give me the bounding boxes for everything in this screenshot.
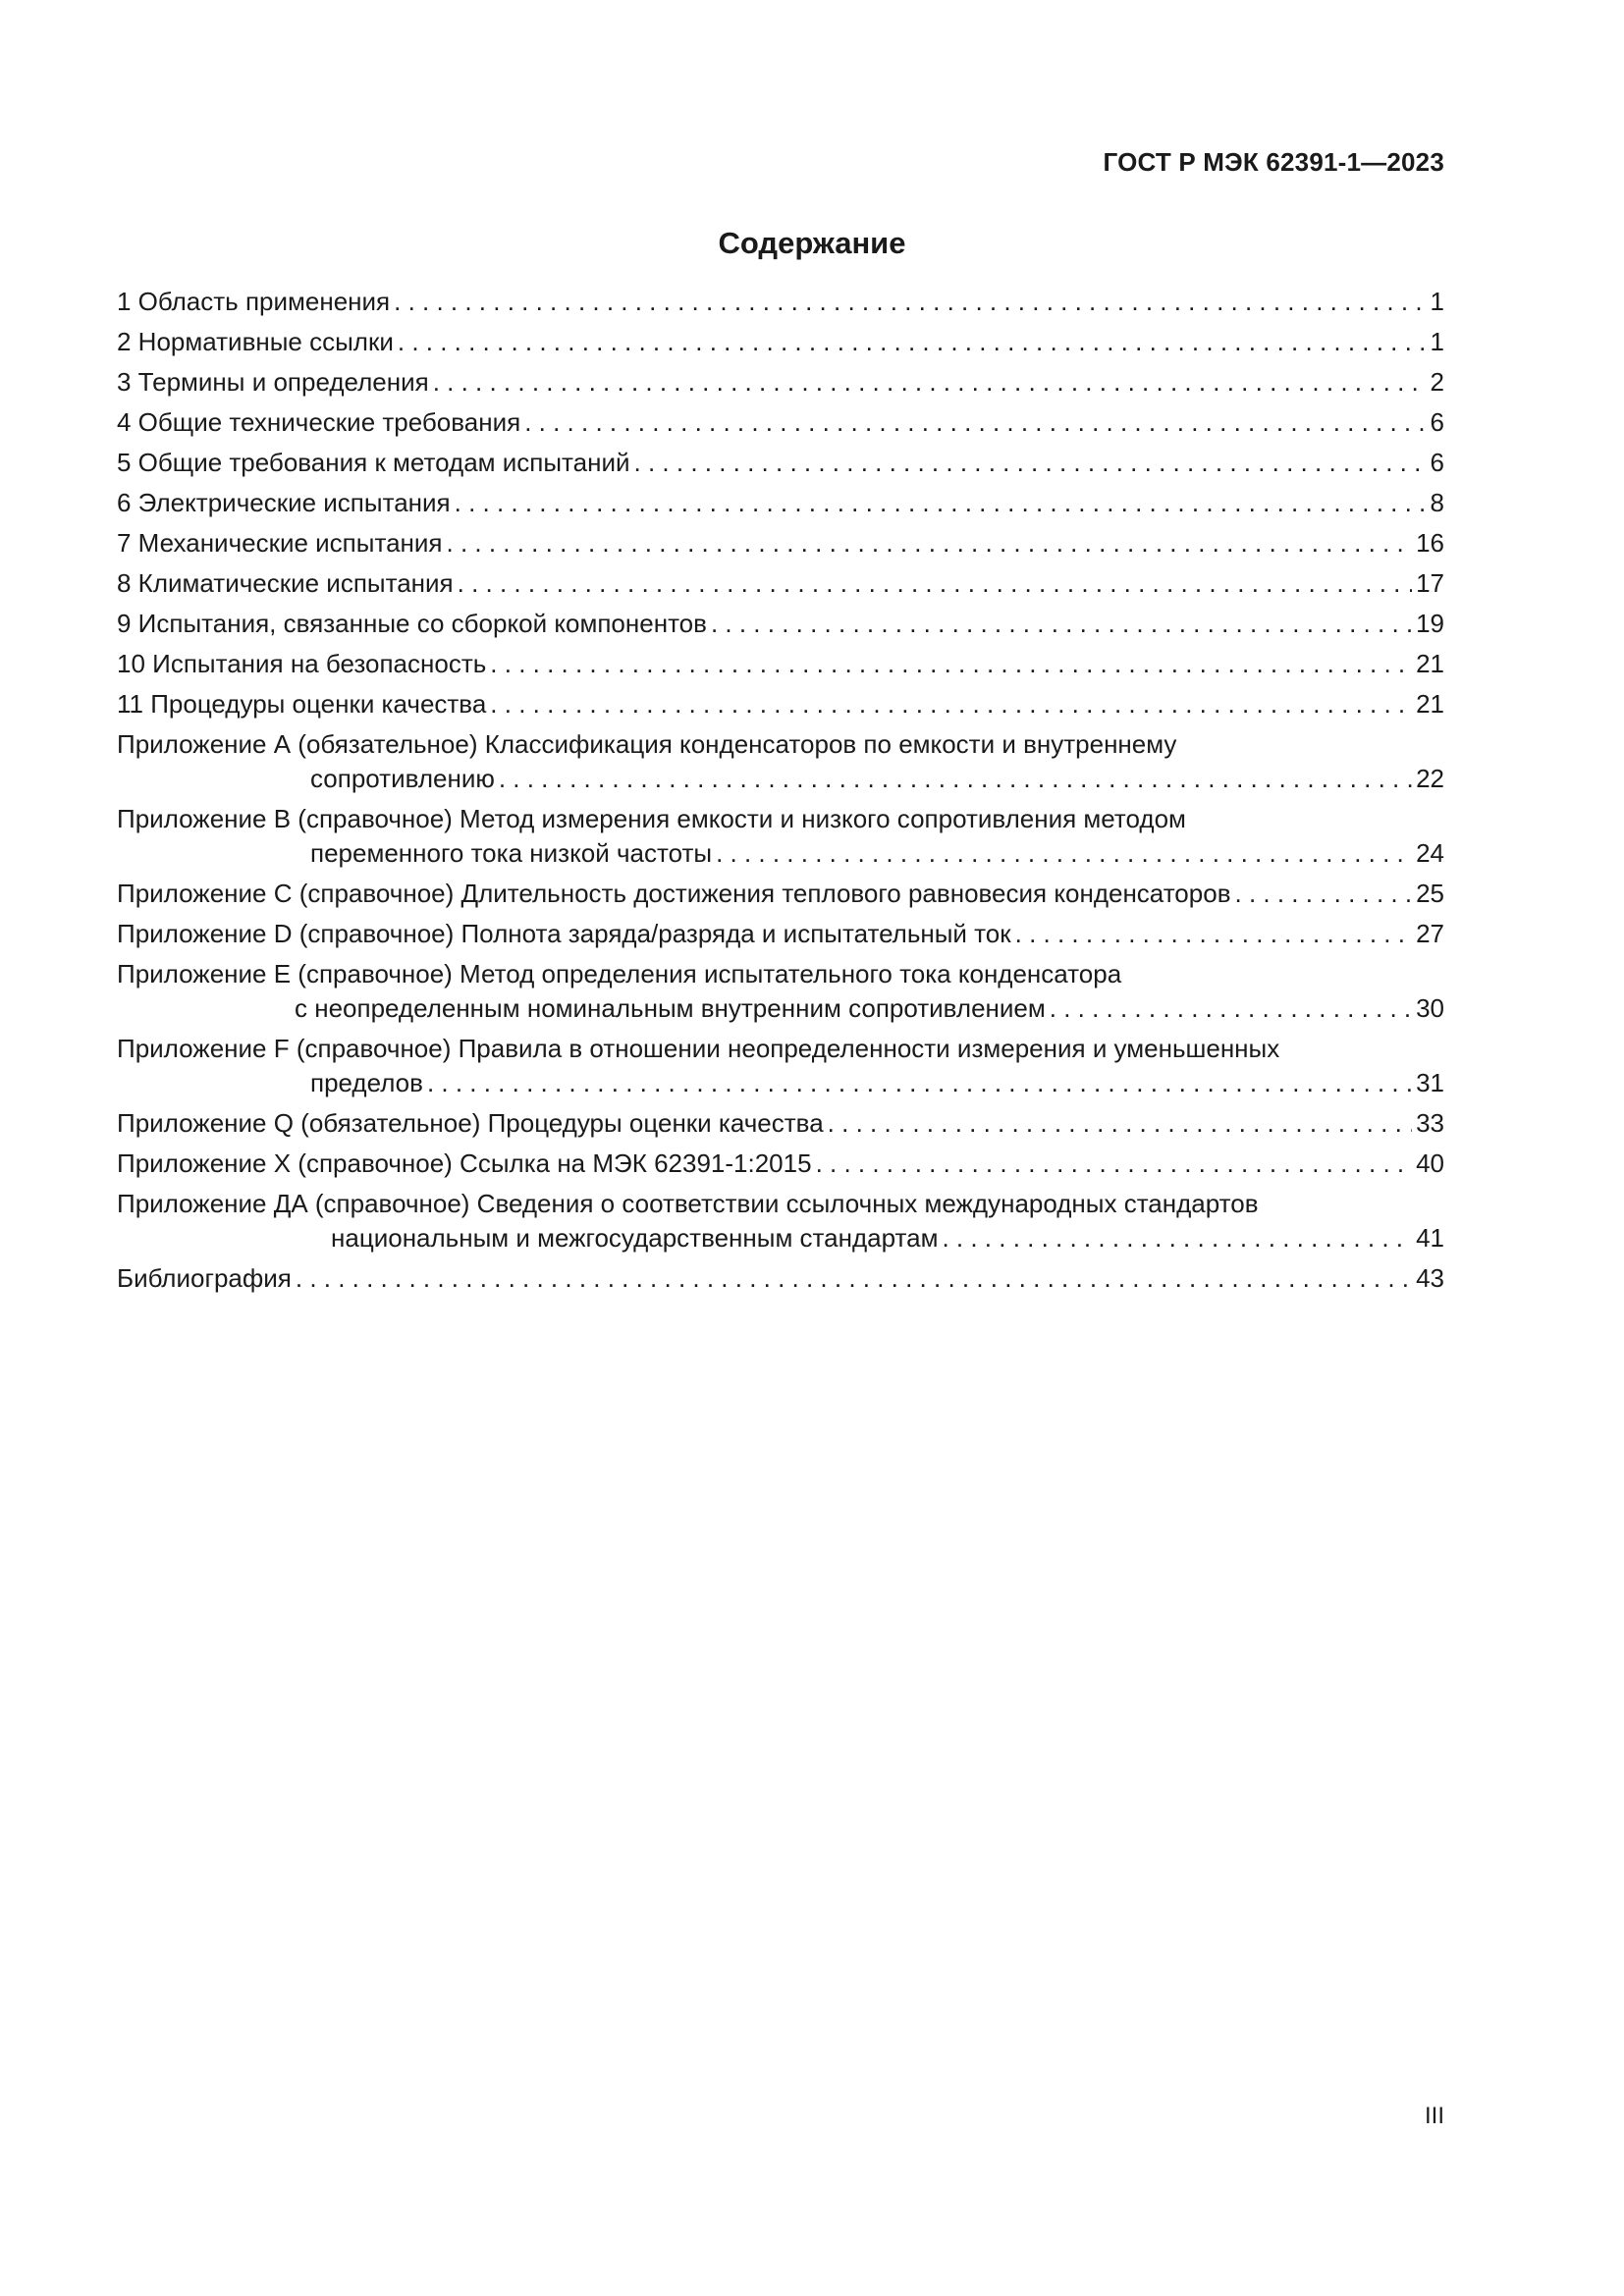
toc-entry-line: [117, 917, 1444, 951]
toc-entry-title: Библиография: [117, 1263, 292, 1293]
toc-entry-page-number: 24: [1416, 838, 1444, 868]
toc-entry-page-number: 22: [1416, 764, 1444, 793]
toc-entry-page-number: 8: [1430, 488, 1444, 517]
toc-leader-dots: [816, 1147, 1413, 1181]
toc-entry-line: [117, 877, 1444, 911]
toc-entry[interactable]: [117, 957, 1444, 1026]
toc-entry-line: [117, 1147, 1444, 1181]
toc-entry-line: [117, 1261, 1444, 1296]
toc-entry[interactable]: [117, 1261, 1444, 1296]
toc-entry-title: Приложение Q (обязательное) Процедуры оценки качества: [117, 1108, 824, 1138]
toc-entry-title: Приложение С (справочное) Длительность достижения теплового равновесия конденсаторов: [117, 879, 1231, 908]
toc-entry-line: [117, 647, 1444, 681]
toc-entry[interactable]: [117, 877, 1444, 911]
toc-entry-page-number: 25: [1416, 879, 1444, 908]
toc-entry-page-number: 1: [1430, 327, 1444, 356]
toc-entry-title: 11 Процедуры оценки качества: [117, 689, 487, 719]
toc-entry-page-number: 6: [1430, 407, 1444, 437]
toc-leader-dots: [447, 526, 1413, 561]
toc-entry[interactable]: [117, 325, 1444, 359]
toc-leader-dots: [490, 647, 1412, 681]
toc-entry[interactable]: [117, 802, 1444, 871]
toc-leader-dots: [1050, 991, 1412, 1026]
page-number: III: [1424, 2103, 1444, 2129]
toc-entry-line: [117, 1221, 1444, 1255]
toc-leader-dots: [499, 762, 1412, 796]
toc-entry-page-number: 41: [1416, 1223, 1444, 1253]
toc-entry-page-number: 17: [1416, 568, 1444, 598]
toc-entry-line: [117, 607, 1444, 641]
toc-leader-dots: [433, 365, 1427, 400]
toc-entry-title: 9 Испытания, связанные со сборкой компонентов: [117, 609, 707, 638]
toc-entry-title: 7 Механические испытания: [117, 528, 443, 558]
toc-leader-dots: [394, 285, 1426, 319]
toc-leader-dots: [490, 687, 1412, 721]
toc-entry[interactable]: [117, 647, 1444, 681]
toc-leader-dots: [634, 446, 1427, 480]
toc-entry[interactable]: [117, 687, 1444, 721]
toc-entry-title: Приложение D (справочное) Полнота заряда/разряда и испытательный ток: [117, 919, 1011, 948]
toc-leader-dots: [1235, 877, 1413, 911]
toc-leader-dots: [455, 486, 1427, 520]
toc-entry[interactable]: [117, 607, 1444, 641]
toc-entry-heading-line: Приложение Е (справочное) Метод определения испытательного тока конденсатора: [117, 959, 1122, 988]
toc-entry-title: 4 Общие технические требования: [117, 407, 521, 437]
toc-entry[interactable]: [117, 566, 1444, 601]
toc-entry-title: переменного тока низкой частоты: [310, 838, 713, 868]
toc-leader-dots: [711, 607, 1412, 641]
toc-entry-page-number: 43: [1416, 1263, 1444, 1293]
toc-entry-line: [117, 365, 1444, 400]
toc-entry-title: 3 Термины и определения: [117, 367, 429, 397]
toc-leader-dots: [296, 1261, 1412, 1296]
toc-leader-dots: [427, 1066, 1412, 1100]
toc-entry-page-number: 30: [1416, 993, 1444, 1023]
toc-entry-line: [117, 486, 1444, 520]
toc-entry[interactable]: [117, 405, 1444, 440]
toc-entry-line: [117, 566, 1444, 601]
toc-entry[interactable]: [117, 285, 1444, 319]
toc-entry-heading-line: Приложение ДА (справочное) Сведения о соответствии ссылочных международных стандартов: [117, 1189, 1259, 1218]
toc-entry-line: [117, 1066, 1444, 1100]
toc-entry-page-number: 21: [1416, 649, 1444, 678]
toc-entry-heading-line: Приложение В (справочное) Метод измерения емкости и низкого сопротивления методом: [117, 804, 1186, 833]
toc-entry[interactable]: [117, 486, 1444, 520]
toc-entry-heading-line: Приложение А (обязательное) Классификация конденсаторов по емкости и внутреннему: [117, 729, 1177, 759]
toc-entry[interactable]: [117, 1106, 1444, 1141]
toc-entry-line: [117, 446, 1444, 480]
toc-leader-dots: [398, 325, 1427, 359]
toc-entry[interactable]: [117, 365, 1444, 400]
toc-entry-line: [117, 1106, 1444, 1141]
toc-entry-page-number: 21: [1416, 689, 1444, 719]
toc-entry[interactable]: [117, 1147, 1444, 1181]
toc-leader-dots: [716, 836, 1412, 871]
toc-title: Содержание: [718, 226, 906, 260]
toc-entry-page-number: 33: [1416, 1108, 1444, 1138]
toc-entry[interactable]: [117, 727, 1444, 796]
toc-entry-title: пределов: [310, 1068, 423, 1097]
toc-entry-title: национальным и межгосударственным стандартам: [331, 1223, 939, 1253]
toc-leader-dots: [828, 1106, 1412, 1141]
toc-entry-line: [117, 405, 1444, 440]
toc-leader-dots: [458, 566, 1412, 601]
toc-entry[interactable]: [117, 446, 1444, 480]
toc-entry-title: с неопределенным номинальным внутренним сопротивлением: [295, 993, 1046, 1023]
toc-entry-title: 5 Общие требования к методам испытаний: [117, 448, 630, 477]
toc-entry-title: Приложение X (справочное) Ссылка на МЭК 62391-1:2015: [117, 1148, 812, 1178]
toc-entry-line: [117, 526, 1444, 561]
toc-entry-page-number: 19: [1416, 609, 1444, 638]
toc-entry-page-number: 31: [1416, 1068, 1444, 1097]
toc-entry[interactable]: [117, 1187, 1444, 1255]
toc-entry-title: 1 Область применения: [117, 287, 391, 316]
toc-entry-page-number: 16: [1416, 528, 1444, 558]
toc-leader-dots: [942, 1221, 1412, 1255]
toc-entry-heading-line: Приложение F (справочное) Правила в отношении неопределенности измерения и уменьшенных: [117, 1034, 1280, 1063]
table-of-contents: [117, 285, 1444, 1302]
toc-entry-title: 10 Испытания на безопасность: [117, 649, 487, 678]
toc-entry-page-number: 2: [1430, 367, 1444, 397]
toc-entry-title: сопротивлению: [310, 764, 495, 793]
toc-entry-line: [117, 991, 1444, 1026]
toc-entry-line: [117, 762, 1444, 796]
toc-entry-line: [117, 836, 1444, 871]
toc-entry-page-number: 40: [1416, 1148, 1444, 1178]
toc-entry-line: [117, 325, 1444, 359]
toc-entry-line: [117, 285, 1444, 319]
toc-entry-page-number: 6: [1430, 448, 1444, 477]
toc-leader-dots: [1015, 917, 1412, 951]
toc-entry[interactable]: [117, 917, 1444, 951]
toc-entry-page-number: 1: [1430, 287, 1444, 316]
toc-entry-title: 2 Нормативные ссылки: [117, 327, 394, 356]
toc-leader-dots: [524, 405, 1426, 440]
toc-entry[interactable]: [117, 526, 1444, 561]
toc-entry[interactable]: [117, 1032, 1444, 1100]
toc-entry-line: [117, 687, 1444, 721]
toc-entry-page-number: 27: [1416, 919, 1444, 948]
toc-entry-title: 8 Климатические испытания: [117, 568, 454, 598]
document-code: ГОСТ Р МЭК 62391-1—2023: [1103, 147, 1444, 177]
toc-entry-title: 6 Электрические испытания: [117, 488, 451, 517]
